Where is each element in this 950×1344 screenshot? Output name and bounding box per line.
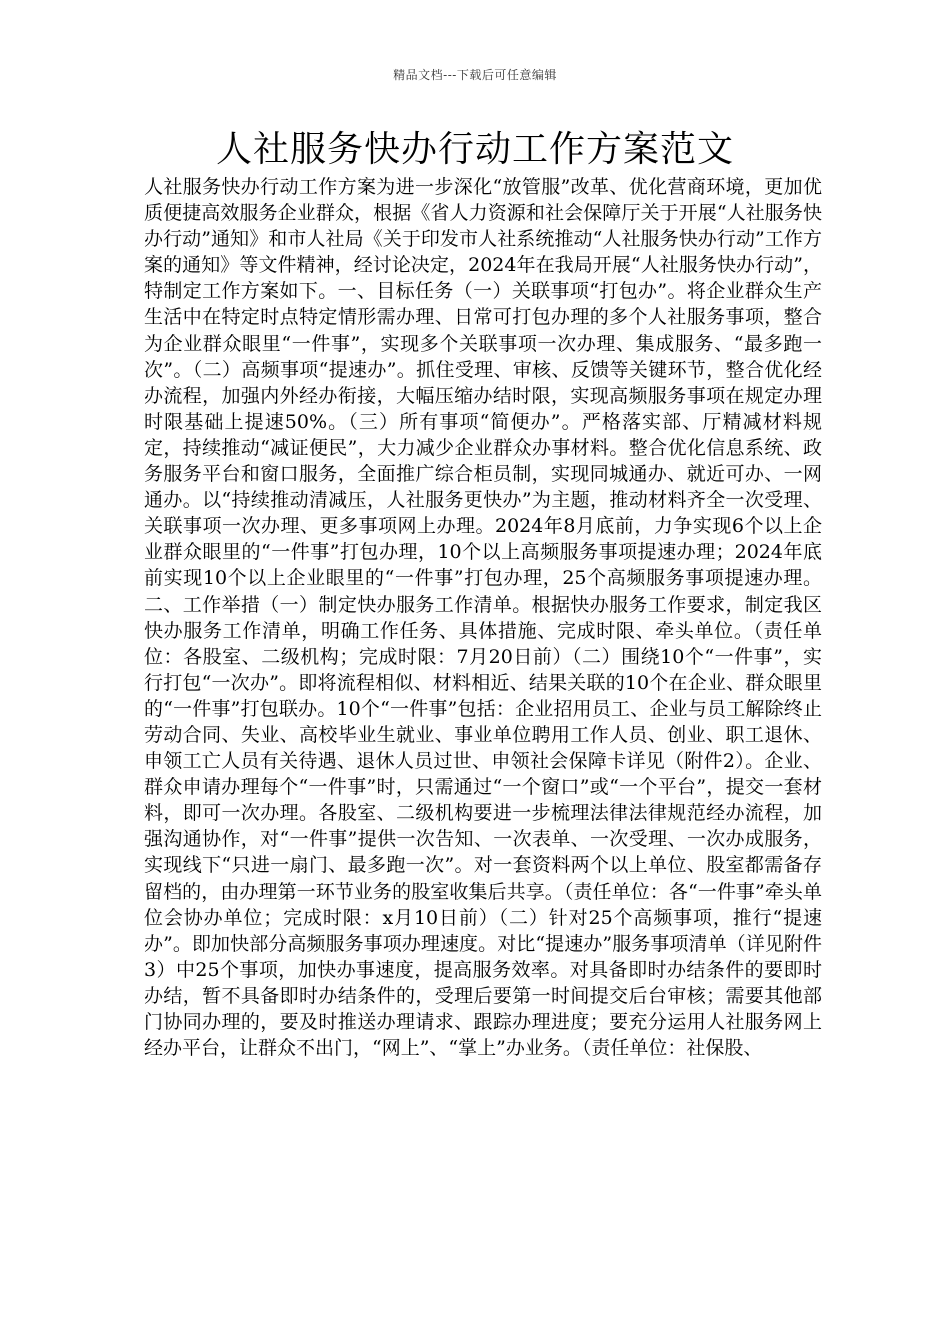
document-body-text: 人社服务快办行动工作方案为进一步深化“放管服”改革、优化营商环境，更加优质便捷高效服务企业群众，根据《省人力资源和社会保障厅关于开展“人社服务快办行动”通知》和市人社局《关于印发市人社系统推动“人社服务快办行动”工作方案的通知》等文件精神，经讨论决定，2024年在我局开展“人社服务快办行动”，特制定工作方案如下。一、目标任务（一）关联事项“打包办”。将企业群众生产生活中在特定时点特定情形需办理、日常可打包办理的多个人社服务事项，整合为企业群众眼里“一件事”，实现多个关联事项一次办理、集成服务、“最多跑一次”。（二）高频事项“提速办”。抓住受理、审核、反馈等关键环节，整合优化经办流程，加强内外经办衔接，大幅压缩办结时限，实现高频服务事项在规定办理时限基础上提速50%。（三）所有事项“简便办”。严格落实部、厅精减材料规定，持续推动“减证便民”，大力减少企业群众办事材料。整合优化信息系统、政务服务平台和窗口服务，全面推广综合柜员制，实现同城通办、就近可办、一网通办。以“持续推动清减压，人社服务更快办”为主题，推动材料齐全一次受理、关联事项一次办理、更多事项网上办理。2024年8月底前，力争实现6个以上企业群众眼里的“一件事”打包办理，10个以上高频服务事项提速办理；2024年底前实现10个以上企业眼里的“一件事”打包办理，25个高频服务事项提速办理。二、工作举措（一）制定快办服务工作清单。根据快办服务工作要求，制定我区快办服务工作清单，明确工作任务、具体措施、完成时限、牵头单位。（责任单位：各股室、二级机构；完成时限：7月20日前）（二）围绕10个“一件事”，实行打包“一次办”。即将流程相似、材料相近、结果关联的10个在企业、群众眼里的“一件事”打包联办。10个“一件事”包括：企业招用员工、企业与员工解除终止劳动合同、失业、高校毕业生就业、事业单位聘用工作人员、创业、职工退休、申领工亡人员有关待遇、退休人员过世、申领社会保障卡详见（附件2）。企业、群众申请办理每个“一件事”时，只需通过“一个窗口”或“一个平台”，提交一套材料，即可一次办理。各股室、二级机构要进一步梳理法律法律规范经办流程，加强沟通协作，对“一件事”提供一次告知、一次表单、一次受理、一次办成服务，实现线下“只进一扇门、最多跑一次”。对一套资料两个以上单位、股室都需备存留档的，由办理第一环节业务的股室收集后共享。（责任单位：各“一件事”牵头单位会协办单位；完成时限：x月10日前）（二）针对25个高频事项，推行“提速办”。即加快部分高频服务事项办理速度。对比“提速办”服务事项清单（详见附件3）中25个事项，加快办事速度，提高服务效率。对具备即时办结条件的要即时办结，暂不具备即时办结条件的，受理后要第一时间提交后台审核；需要其他部门协同办理的，要及时推送办理请求、跟踪办理进度；要充分运用人社服务网上经办平台，让群众不出门，“网上”、“掌上”办业务。（责任单位：社保股、 (144, 176, 822, 1060)
document-title: 人社服务快办行动工作方案范文 (215, 129, 734, 170)
header-watermark: 精品文档---下载后可任意编辑 (393, 68, 557, 82)
